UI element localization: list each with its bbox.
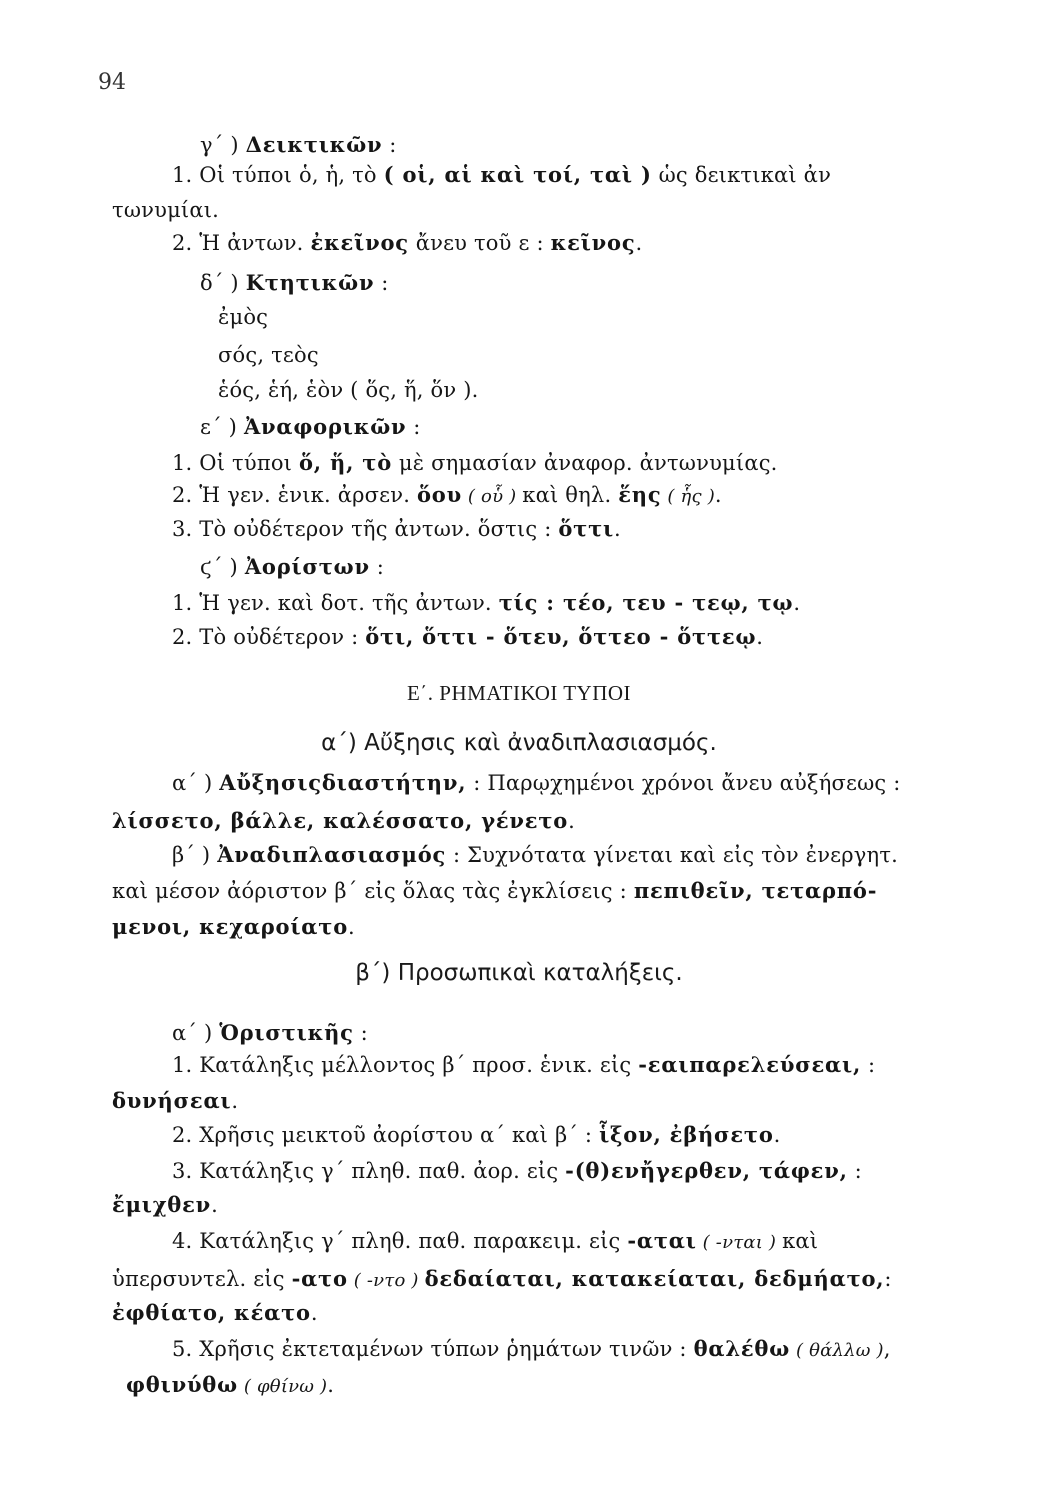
line-post: , <box>883 1337 891 1361</box>
line-ital: ( -νται ) <box>696 1232 783 1253</box>
line-pre: 3. Κατάληξις γ΄ πληθ. παθ. ἀορ. εἰς <box>172 1159 566 1183</box>
line-bold2: κεῖνος <box>550 230 636 255</box>
text-line <box>218 302 268 332</box>
line-pre: 4. Κατάληξις γ΄ πληθ. παθ. παρακειμ. εἰς <box>172 1229 628 1253</box>
line-bold: ὅττι <box>558 516 614 541</box>
line-pre: ἐμὸς <box>218 305 269 329</box>
text-line <box>172 448 778 478</box>
line-bold: ὅου <box>416 482 462 507</box>
line-pre: 2. Τὸ οὐδέτερον : <box>172 625 366 649</box>
line-post: . <box>756 625 764 649</box>
line-bold: Ὁριστικῆς <box>219 1020 354 1045</box>
text-line <box>172 768 901 798</box>
line-bold: -αται <box>627 1228 697 1253</box>
line-label: β΄ ) <box>172 843 218 867</box>
line-pre: ἑός, ἑή, ἑὸν ( ὅς, ἥ, ὅν ). <box>218 378 479 402</box>
line-pre: τωνυμίαι. <box>112 198 220 222</box>
line-label: ε΄ ) <box>200 415 244 439</box>
line-post: . <box>793 591 801 615</box>
section-heading: Ε΄. ΡΗΜΑΤΙΚΟΙ ΤΥΠΟΙ <box>406 681 632 705</box>
line-post: . <box>211 1193 218 1217</box>
line-mid: καὶ θηλ. <box>522 483 619 507</box>
line-post: . <box>348 915 355 939</box>
line-bold: ἐκεῖνος <box>310 230 409 255</box>
line-pre: 2. Χρῆσις μεικτοῦ ἀορίστου α΄ καὶ β΄ : <box>172 1123 600 1147</box>
line-post: : Συχνότατα γίνεται καὶ εἰς τὸν ἐνεργητ. <box>446 843 899 867</box>
text-line <box>172 1156 862 1186</box>
text-line <box>172 514 621 544</box>
line-pre: 3. Τὸ οὐδέτερον τῆς ἀντων. ὅστις : <box>172 517 559 541</box>
line-bold2: δεδαίαται, κατακείαται, δεδμήατο, <box>424 1266 885 1291</box>
line-post: : <box>374 271 389 295</box>
line-bold: -εαι <box>638 1052 690 1077</box>
text-line <box>172 1226 818 1258</box>
text-line <box>172 1120 781 1150</box>
line-post: ὡς δεικτικαὶ ἀν <box>651 163 832 187</box>
line-mid: ἄνευ τοῦ ε : <box>408 231 551 255</box>
line-bold2: ἕης <box>618 482 662 507</box>
line-bold: Ἀναδιπλασιασμός <box>217 842 447 867</box>
line-pre: 1. Ἡ γεν. καὶ δοτ. τῆς ἀντων. <box>172 591 499 615</box>
line-pre: 2. Ἡ γεν. ἑνικ. ἀρσεν. <box>172 483 417 507</box>
text-line <box>172 588 800 618</box>
line-ital: ( οὗ ) <box>461 486 523 507</box>
line-bold: φθινύθω <box>126 1372 238 1397</box>
line-post: . <box>714 483 722 507</box>
line-bold: -ατο <box>291 1266 348 1291</box>
text-line <box>112 1264 892 1296</box>
line-bold: ἐφθίατο, κέατο <box>112 1300 311 1325</box>
line-bold: πεπιθεῖν, τεταρπό- <box>633 878 878 903</box>
line-bold: ( οἱ, αἱ καὶ τοί, ταὶ ) <box>383 162 652 187</box>
line-pre: ὑπερσυντελ. εἰς <box>112 1267 292 1291</box>
line-post: : <box>353 1021 368 1045</box>
line-post: μὲ σημασίαν ἀναφορ. ἀντωνυμίας. <box>392 451 778 475</box>
line-pre: 2. Ἡ ἀντων. <box>172 231 311 255</box>
line-post: : <box>406 415 421 439</box>
line-label: α΄ ) <box>172 771 220 795</box>
line-bold: ὅ, ἥ, τὸ <box>298 450 393 475</box>
line-label: δ΄ ) <box>200 271 246 295</box>
text-line <box>112 806 575 836</box>
line-bold: ἔμιχθεν <box>112 1192 212 1217</box>
text-line <box>112 1298 318 1328</box>
text-line <box>172 1018 368 1048</box>
line-post: . <box>614 517 621 541</box>
line-bold: Ἀναφορικῶν <box>243 414 407 439</box>
line-bold: Ἀορίστων <box>244 554 370 579</box>
text-line <box>172 160 831 190</box>
text-line <box>112 195 219 225</box>
text-line <box>112 912 355 942</box>
line-bold: Δεικτικῶν <box>245 132 383 157</box>
line-pre: καὶ μέσον ἀόριστον β΄ εἰς ὅλας τὰς ἐγκλίσεις : <box>112 879 634 903</box>
line-post: καὶ <box>782 1229 819 1253</box>
line-pre: 1. Οἱ τύποι <box>172 451 299 475</box>
text-line <box>200 552 384 582</box>
line-label: ϛ΄ ) <box>200 555 245 579</box>
line-pre: 5. Χρῆσις ἐκτεταμένων τύπων ῥημάτων τινῶν : <box>172 1337 694 1361</box>
line-post: . <box>568 809 575 833</box>
line-ital: ( θάλλω ) <box>790 1340 884 1361</box>
line-ital: ( -ντο ) <box>347 1270 425 1291</box>
line-bold: θαλέθω <box>693 1336 791 1361</box>
line-pre: 1. Οἱ τύποι ὁ, ἡ, τὸ <box>172 163 384 187</box>
line-post: . <box>327 1373 335 1397</box>
line-bold2: ἤγερθεν, τάφεν, <box>639 1158 848 1183</box>
line-bold: ὅτι, ὅττι - ὅτευ, ὅττεο - ὅττεῳ <box>365 624 757 649</box>
text-line <box>218 375 479 405</box>
line-pre: σός, τεὸς <box>218 343 319 367</box>
line-bold: ἷξον, ἐβήσετο <box>599 1122 774 1147</box>
subsection-heading-augment: α΄) Αὔξησις καὶ ἀναδιπλασιασμός. <box>321 730 717 756</box>
line-post: : <box>884 1267 892 1291</box>
text-line <box>218 340 319 370</box>
text-line <box>200 412 421 442</box>
text-line <box>172 1334 891 1366</box>
line-post: : <box>382 133 397 157</box>
text-line <box>172 1050 875 1080</box>
line-post: : <box>861 1053 876 1077</box>
line-bold: λίσσετο, βάλλε, καλέσσατο, γένετο <box>112 808 569 833</box>
line-label: γ΄ ) <box>200 133 246 157</box>
subsection-heading-endings: β΄) Προσωπικαὶ καταλήξεις. <box>355 960 683 986</box>
line-post: . <box>635 231 643 255</box>
line-bold: Κτητικῶν <box>245 270 375 295</box>
line-pre: 1. Κατάληξις μέλλοντος β΄ προσ. ἑνικ. εἰς <box>172 1053 639 1077</box>
line-bold2: παρελεύσεαι, <box>689 1052 862 1077</box>
line-post: . <box>231 1089 239 1113</box>
line-bold2: διαστήτην, <box>321 770 467 795</box>
line-post: : Παρῳχημένοι χρόνοι ἄνευ αὐξήσεως : <box>466 771 901 795</box>
line-bold: τίς : τέο, τευ - τεῳ, τῳ <box>498 590 794 615</box>
text-line <box>112 876 877 906</box>
line-post: . <box>310 1301 318 1325</box>
line-bold: δυνήσεαι <box>112 1088 232 1113</box>
page-number: 94 <box>98 70 126 95</box>
line-post: . <box>773 1123 781 1147</box>
line-ital: ( φθίνω ) <box>237 1376 328 1397</box>
line-post: : <box>847 1159 862 1183</box>
text-line <box>172 622 763 652</box>
text-line <box>172 840 898 870</box>
text-line <box>172 480 722 512</box>
text-line <box>126 1370 334 1402</box>
line-ital2: ( ἧς ) <box>661 486 715 507</box>
line-label: α΄ ) <box>172 1021 220 1045</box>
text-line <box>200 268 389 298</box>
line-bold: Αὔξησις <box>219 770 322 795</box>
line-bold: μενοι, κεχαροίατο <box>112 914 349 939</box>
text-line <box>112 1086 238 1116</box>
line-post: : <box>369 555 384 579</box>
text-line <box>172 228 642 258</box>
text-line <box>200 130 397 160</box>
line-bold: -(θ)εν <box>565 1158 640 1183</box>
text-line <box>112 1190 218 1220</box>
